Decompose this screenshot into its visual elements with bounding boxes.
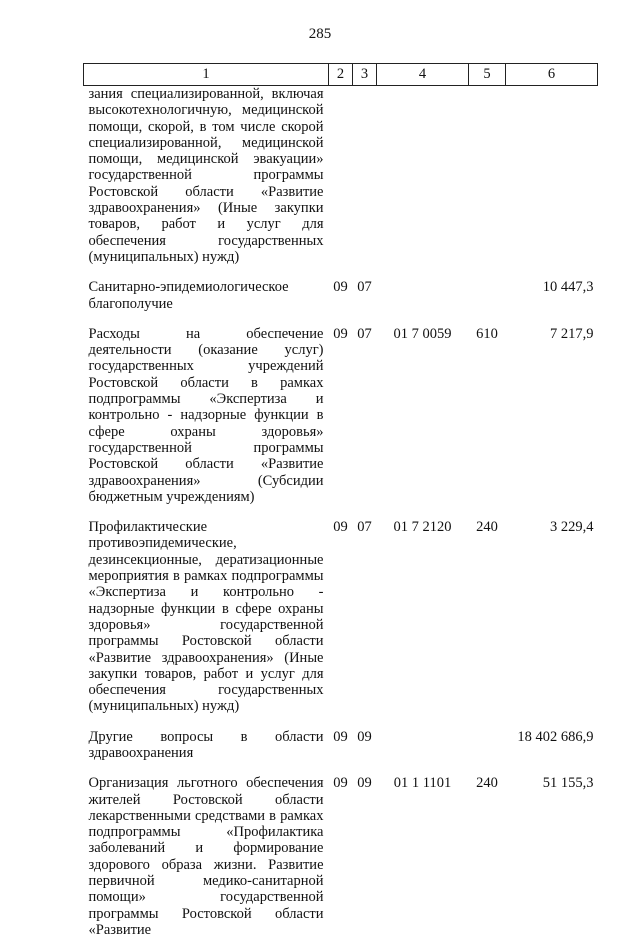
row-subsection-code: 09 xyxy=(357,728,372,745)
row-section-code: 09 xyxy=(333,728,348,745)
header-col-4: 4 xyxy=(377,64,469,86)
row-subsection-code xyxy=(353,86,377,276)
table-row xyxy=(84,86,598,276)
row-subsection-code: 07 xyxy=(357,279,372,296)
row-target-code: 01 7 2120 xyxy=(393,519,452,536)
row-section-code: 09 xyxy=(333,519,348,536)
row-description: зания специализированной, включая высокотехнологичную, медицинской помощи, скорой, в том числе скорой специализированной, медицинской помощи, медицинской эвакуации» государственной программы Ростовской области «Развитие здравоохранения» (Иные закупки товаров, работ и услуг для обеспечения государственных (муниципальных) нужд) xyxy=(88,86,324,265)
page-number: 285 xyxy=(308,26,332,42)
row-target-code xyxy=(377,725,469,772)
table-header-row xyxy=(84,64,598,86)
budget-table xyxy=(83,63,598,948)
header-col-5: 5 xyxy=(469,64,506,86)
row-subsection-code: 07 xyxy=(357,325,372,342)
row-expense-type xyxy=(469,725,506,772)
row-section-code: 09 xyxy=(333,775,348,792)
row-expense-type xyxy=(469,86,506,276)
row-description: Санитарно-эпидемиологическое благополучие xyxy=(88,279,289,312)
row-section-code: 09 xyxy=(333,279,348,296)
row-target-code: 01 7 0059 xyxy=(393,325,452,342)
row-subsection-code: 07 xyxy=(357,519,372,536)
header-col-2: 2 xyxy=(329,64,353,86)
row-expense-type: 240 xyxy=(476,519,498,536)
header-col-3: 3 xyxy=(353,64,377,86)
row-amount: 3 229,4 xyxy=(550,519,594,536)
row-amount: 10 447,3 xyxy=(542,279,594,296)
row-amount: 7 217,9 xyxy=(550,325,594,342)
row-amount xyxy=(506,86,598,276)
row-section-code xyxy=(329,86,353,276)
row-amount: 18 402 686,9 xyxy=(517,728,594,745)
row-target-code: 01 1 1101 xyxy=(393,775,452,792)
row-description: Профилактические противоэпидемические, дезинсекционные, дератизационные мероприятия в рамках подпрограммы «Экспертиза и контрольно - надзорные функции в сфере охраны здоровья» государственной программы Ростовской области «Развитие здравоохранения» (Иные закупки товаров, работ и услуг для обеспечения государственных (муниципальных) нужд) xyxy=(88,519,324,715)
table-row xyxy=(84,771,598,948)
table-row xyxy=(84,275,598,322)
row-expense-type xyxy=(469,275,506,322)
row-target-code xyxy=(377,86,469,276)
row-expense-type: 240 xyxy=(476,775,498,792)
table-row xyxy=(84,725,598,772)
table-row xyxy=(84,322,598,515)
row-description: Расходы на обеспечение деятельности (оказание услуг) государственных учреждений Ростовской области в рамках подпрограммы «Экспертиза и контрольно - надзорные функции в сфере охраны здоровья» государственной программы Ростовской области «Развитие здравоохранения» (Субсидии бюджетным учреждениям) xyxy=(88,325,324,505)
row-target-code xyxy=(377,275,469,322)
row-description: Организация льготного обеспечения жителей Ростовской области лекарственными средствами в рамках подпрограммы «Профилактика заболеваний и формирование здорового образа жизни. Развитие первичной медико-санитарной помощи» государственной программы Ростовской области «Развитие xyxy=(88,775,324,938)
row-expense-type: 610 xyxy=(476,325,498,342)
row-amount: 51 155,3 xyxy=(542,775,594,792)
header-col-6: 6 xyxy=(506,64,598,86)
table-row xyxy=(84,515,598,725)
row-description: Другие вопросы в области здравоохранения xyxy=(88,728,324,761)
row-section-code: 09 xyxy=(333,325,348,342)
header-col-1: 1 xyxy=(84,64,329,86)
row-subsection-code: 09 xyxy=(357,775,372,792)
